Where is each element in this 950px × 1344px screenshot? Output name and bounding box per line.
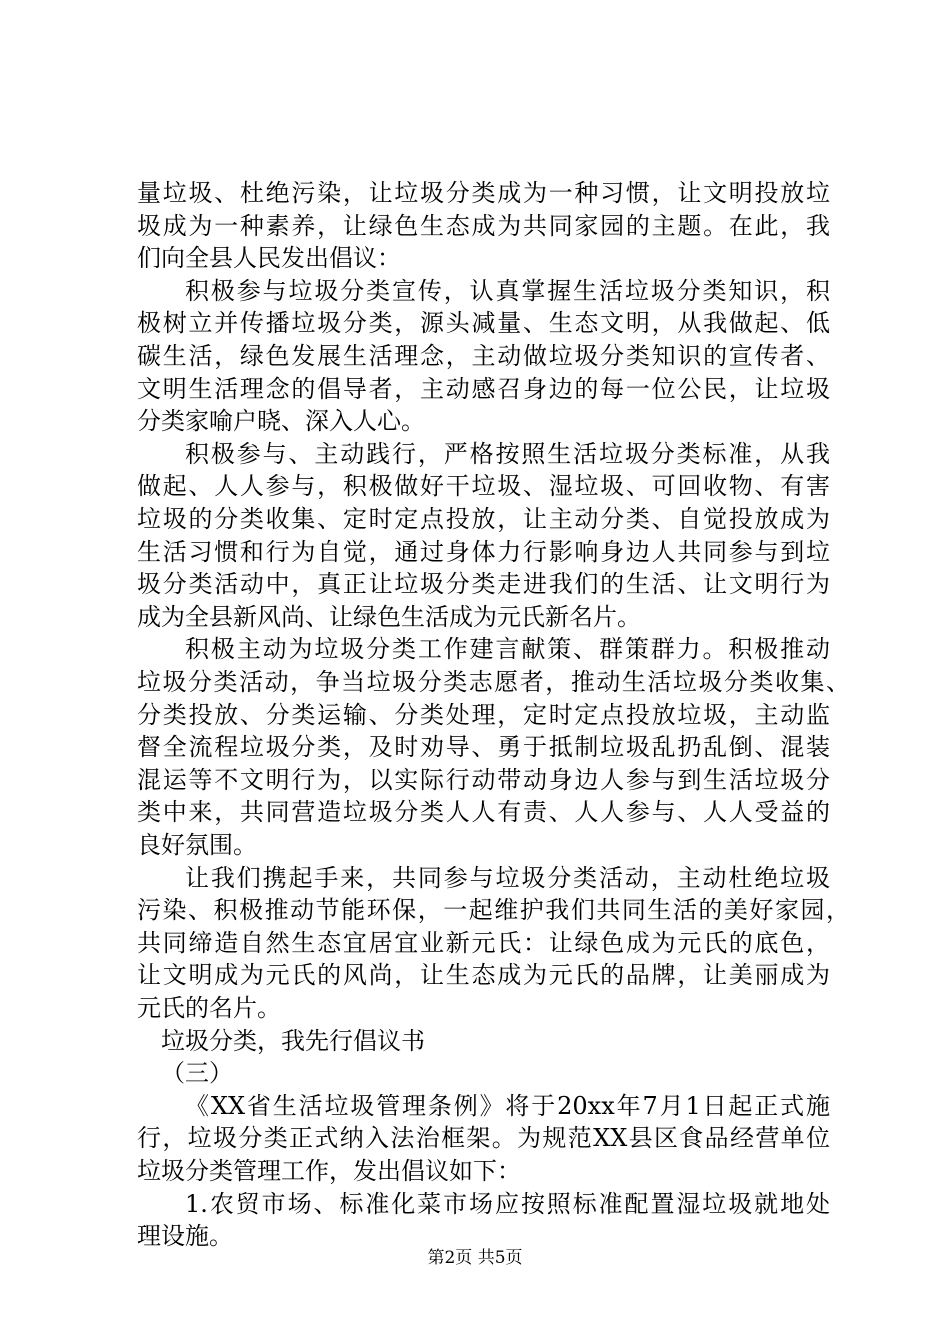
text-line: 碳生活，绿色发展生活理念，主动做垃圾分类知识的宣传者、 xyxy=(137,342,830,370)
text-line: 垃圾分类管理工作，发出倡议如下： xyxy=(137,1157,521,1185)
text-line: 让我们携起手来，共同参与垃圾分类活动，主动杜绝垃圾 xyxy=(185,863,830,892)
text-line: 们向全县人民发出倡议： xyxy=(137,244,401,273)
text-line: 污染、积极推动节能环保，一起维护我们共同生活的美好家园， xyxy=(137,896,850,925)
text-line: 圾成为一种素养，让绿色生态成为共同家园的主题。在此，我 xyxy=(137,211,830,240)
text-line: 垃圾分类活动，争当垃圾分类志愿者，推动生活垃圾分类收集、 xyxy=(137,668,850,696)
text-line: 理设施。 xyxy=(137,1222,233,1251)
text-line: 类中来，共同营造垃圾分类人人有责、人人参与、人人受益的 xyxy=(137,798,830,827)
text-line: 极树立并传播垃圾分类，源头减量、生态文明，从我做起、低 xyxy=(137,309,830,338)
text-line: 成为全县新风尚、让绿色生活成为元氏新名片。 xyxy=(137,602,641,631)
text-line: 行，垃圾分类正式纳入法治框架。为规范XX县区食品经营单位 xyxy=(137,1124,830,1153)
text-line: 生活习惯和行为自觉，通过身体力行影响身边人共同参与到垃 xyxy=(137,537,830,566)
text-line: 积极主动为垃圾分类工作建言献策、群策群力。积极推动 xyxy=(185,635,830,664)
text-line: 良好氛围。 xyxy=(137,831,257,859)
text-line: 共同缔造自然生态宜居宜业新元氏：让绿色成为元氏的底色， xyxy=(137,928,830,957)
text-line: 分类投放、分类运输、分类处理，定时定点投放垃圾，主动监 xyxy=(137,700,830,729)
text-line: 做起、人人参与，积极做好干垃圾、湿垃圾、可回收物、有害 xyxy=(137,472,830,501)
text-line: 积极参与垃圾分类宣传，认真掌握生活垃圾分类知识，积 xyxy=(185,276,830,305)
text-line: 分类家喻户晓、深入人心。 xyxy=(137,407,425,436)
text-line: 元氏的名片。 xyxy=(137,994,281,1022)
section-number: （三） xyxy=(161,1059,233,1088)
text-line: 《XX省生活垃圾管理条例》将于20xx年7月1日起正式施 xyxy=(185,1091,830,1120)
text-line: 混运等不文明行为，以实际行动带动身边人参与到生活垃圾分 xyxy=(137,765,830,794)
page-footer: 第2页 共5页 xyxy=(427,1248,523,1268)
text-line: 文明生活理念的倡导者，主动感召身边的每一位公民，让垃圾 xyxy=(137,374,830,403)
text-line: 量垃圾、杜绝污染，让垃圾分类成为一种习惯，让文明投放垃 xyxy=(137,179,830,207)
text-line: 积极参与、主动践行，严格按照生活垃圾分类标准，从我 xyxy=(185,439,830,468)
text-line: 圾分类活动中，真正让垃圾分类走进我们的生活、让文明行为 xyxy=(137,570,830,599)
text-line: 督全流程垃圾分类，及时劝导、勇于抵制垃圾乱扔乱倒、混装 xyxy=(137,733,830,762)
text-line: 1.农贸市场、标准化菜市场应按照标准配置湿垃圾就地处 xyxy=(185,1189,830,1218)
text-line: 让文明成为元氏的风尚，让生态成为元氏的品牌，让美丽成为 xyxy=(137,961,830,990)
section-title: 垃圾分类，我先行倡议书 xyxy=(161,1026,425,1055)
text-line: 垃圾的分类收集、定时定点投放，让主动分类、自觉投放成为 xyxy=(137,505,830,533)
